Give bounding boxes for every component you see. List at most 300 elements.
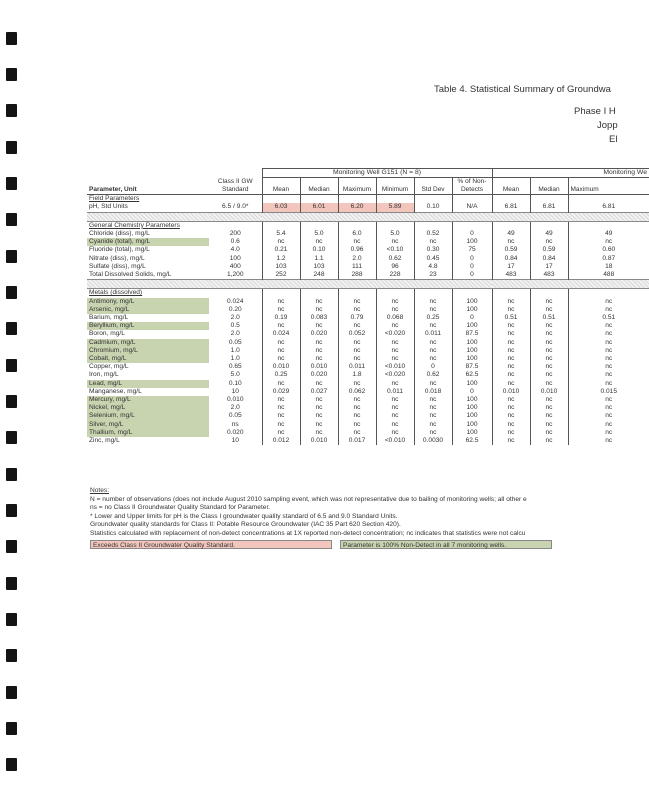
statistics-table-container: [87, 168, 648, 480]
table-row: [87, 330, 649, 338]
value-cell: 0: [452, 263, 492, 271]
parameter-cell: Thallium, mg/L: [87, 429, 209, 437]
binding-hole: [6, 613, 17, 626]
section-general: [87, 221, 649, 230]
value-cell: nc: [300, 380, 338, 388]
value-cell: 0.0030: [414, 437, 452, 445]
standard-cell: 1.0: [230, 346, 240, 354]
col-stddev: Std Dev: [414, 178, 452, 195]
parameter-cell: Manganese, mg/L: [89, 387, 142, 395]
value-cell: 0.027: [300, 388, 338, 396]
value-cell: 96: [376, 263, 414, 271]
legend-row: [90, 540, 618, 550]
value-cell: N/A: [452, 203, 492, 212]
value-cell: nc: [300, 347, 338, 355]
value-cell: nc: [338, 238, 376, 246]
parameter-cell: Cyanide (total), mg/L: [87, 238, 209, 246]
table-row: [87, 388, 649, 396]
table-row: [87, 306, 649, 314]
value-cell: 488: [568, 271, 649, 280]
value-cell: 0.59: [492, 246, 530, 254]
value-cell: nc: [338, 396, 376, 404]
value-cell: 0.10: [414, 203, 452, 212]
value-cell: nc: [262, 322, 300, 330]
value-cell: 6.81: [530, 203, 568, 212]
value-cell: 0.010: [262, 363, 300, 371]
value-cell: nc: [492, 404, 530, 412]
standard-cell: 5.0: [230, 371, 240, 379]
table-row: [87, 263, 649, 271]
col-median-2: Median: [530, 178, 568, 195]
value-cell: 0.083: [300, 314, 338, 322]
value-cell: nc: [376, 404, 414, 412]
value-cell: nc: [492, 330, 530, 338]
value-cell: nc: [300, 412, 338, 420]
value-cell: nc: [338, 355, 376, 363]
value-cell: 62.5: [452, 371, 492, 379]
standard-cell: 10: [231, 437, 239, 445]
binding-hole: [6, 504, 17, 517]
value-cell: 0.029: [262, 388, 300, 396]
parameter-cell: Silver, mg/L: [87, 421, 209, 429]
parameter-cell: Zinc, mg/L: [89, 437, 120, 445]
value-cell: 0.020: [300, 371, 338, 379]
value-cell: 0: [452, 388, 492, 396]
value-cell: nc: [262, 306, 300, 314]
value-cell: nc: [376, 322, 414, 330]
value-cell: nc: [568, 322, 649, 330]
value-cell: nc: [492, 380, 530, 388]
standard-cell: 10: [231, 387, 239, 395]
value-cell: nc: [414, 404, 452, 412]
value-cell: nc: [338, 404, 376, 412]
value-cell: nc: [492, 306, 530, 314]
value-cell: nc: [300, 429, 338, 437]
section-label: Field Parameters: [89, 195, 140, 203]
value-cell: nc: [492, 412, 530, 420]
note-line: N = number of observations (does not include August 2010 sampling event, which was not representative due to bailing of monitoring wells; all other e: [90, 495, 527, 503]
table-notes: [90, 487, 618, 550]
value-cell: 100: [452, 380, 492, 388]
value-cell: 1.2: [262, 255, 300, 263]
parameter-cell: Mercury, mg/L: [87, 396, 209, 404]
legend-non-detect: Parameter is 100% Non-Detect in all 7 monitoring wells.: [340, 540, 552, 549]
value-cell: 18: [568, 263, 649, 271]
value-cell: nc: [530, 371, 568, 379]
value-cell: 6.20: [338, 203, 376, 212]
parameter-cell: Cobalt, mg/L: [87, 355, 209, 363]
value-cell: 100: [452, 347, 492, 355]
value-cell: 4.8: [414, 263, 452, 271]
note-line: Groundwater quality standards for Class II: Potable Resource Groundwater (IAC 35 Part 620 Section 420).: [90, 521, 401, 529]
value-cell: 483: [492, 271, 530, 280]
value-cell: 0.19: [262, 314, 300, 322]
value-cell: nc: [262, 355, 300, 363]
value-cell: nc: [492, 298, 530, 306]
table-row: [87, 339, 649, 347]
value-cell: 0.068: [376, 314, 414, 322]
col-mean-2: Mean: [492, 178, 530, 195]
value-cell: nc: [262, 421, 300, 429]
value-cell: 75: [452, 246, 492, 254]
value-cell: nc: [414, 238, 452, 246]
value-cell: nc: [492, 363, 530, 371]
table-row: [87, 380, 649, 388]
binding-hole: [6, 431, 17, 444]
value-cell: nc: [568, 412, 649, 420]
parameter-cell: Beryllium, mg/L: [87, 322, 209, 330]
value-cell: 0.011: [376, 388, 414, 396]
value-cell: 0.020: [300, 330, 338, 338]
value-cell: nc: [492, 437, 530, 445]
value-cell: 0.30: [414, 246, 452, 254]
table-column-header: [87, 178, 649, 195]
standard-cell: 1,200: [226, 271, 244, 279]
table-row: [87, 421, 649, 429]
value-cell: nc: [338, 347, 376, 355]
col-nondetects-line2: Detects: [460, 186, 484, 194]
section-label: General Chemistry Parameters: [89, 221, 180, 229]
value-cell: 100: [452, 412, 492, 420]
value-cell: nc: [300, 396, 338, 404]
standard-cell: 1.0: [230, 355, 240, 363]
value-cell: nc: [568, 298, 649, 306]
value-cell: nc: [300, 339, 338, 347]
value-cell: 49: [568, 230, 649, 238]
parameter-cell: Total Dissolved Solids, mg/L: [89, 271, 172, 279]
value-cell: 5.0: [376, 230, 414, 238]
table-row: [87, 412, 649, 420]
col-maximum: Maximum: [338, 178, 376, 195]
value-cell: 483: [530, 271, 568, 280]
value-cell: 5.89: [376, 203, 414, 212]
value-cell: 6.81: [492, 203, 530, 212]
subtitle-project: Phase I H: [574, 106, 616, 117]
standard-cell: 0.05: [228, 412, 242, 420]
notes-heading: Notes:: [90, 487, 110, 494]
value-cell: 0.45: [414, 255, 452, 263]
value-cell: 0.015: [568, 388, 649, 396]
value-cell: 100: [452, 322, 492, 330]
value-cell: 0.10: [300, 246, 338, 254]
value-cell: nc: [376, 380, 414, 388]
col-nondetects-line1: % of Non-: [457, 178, 487, 186]
parameter-cell: Iron, mg/L: [89, 371, 119, 379]
value-cell: nc: [376, 238, 414, 246]
value-cell: 2.0: [338, 255, 376, 263]
col-standard: [209, 178, 262, 195]
value-cell: nc: [338, 429, 376, 437]
value-cell: nc: [338, 412, 376, 420]
table-row: [87, 271, 649, 280]
value-cell: nc: [568, 437, 649, 445]
binding-hole: [6, 395, 17, 408]
subtitle-site: El: [609, 134, 618, 145]
value-cell: 248: [300, 271, 338, 280]
value-cell: 0.87: [568, 255, 649, 263]
value-cell: 100: [452, 306, 492, 314]
value-cell: nc: [300, 238, 338, 246]
standard-cell: ns: [231, 420, 239, 428]
value-cell: <0.010: [376, 363, 414, 371]
value-cell: nc: [568, 380, 649, 388]
standard-cell: 0.010: [226, 396, 244, 404]
value-cell: nc: [262, 238, 300, 246]
value-cell: nc: [492, 355, 530, 363]
standard-cell: 0.024: [226, 297, 244, 305]
value-cell: nc: [262, 298, 300, 306]
value-cell: nc: [376, 412, 414, 420]
col-mean: Mean: [262, 178, 300, 195]
value-cell: nc: [530, 238, 568, 246]
value-cell: nc: [338, 306, 376, 314]
value-cell: nc: [338, 322, 376, 330]
value-cell: 0.62: [376, 255, 414, 263]
standard-cell: 2.0: [230, 330, 240, 338]
section-label: Metals (dissolved): [89, 289, 143, 297]
value-cell: nc: [414, 322, 452, 330]
value-cell: 87.5: [452, 363, 492, 371]
parameter-cell: Sulfate (diss), mg/L: [89, 262, 146, 270]
value-cell: nc: [530, 404, 568, 412]
value-cell: nc: [338, 298, 376, 306]
value-cell: nc: [414, 396, 452, 404]
standard-cell: 2.0: [230, 314, 240, 322]
value-cell: nc: [376, 355, 414, 363]
value-cell: 6.81: [568, 203, 649, 212]
parameter-cell: Barium, mg/L: [89, 314, 129, 322]
value-cell: nc: [530, 355, 568, 363]
value-cell: 87.5: [452, 330, 492, 338]
value-cell: nc: [492, 339, 530, 347]
value-cell: 100: [452, 421, 492, 429]
standard-cell: 2.0: [230, 404, 240, 412]
value-cell: nc: [414, 306, 452, 314]
section-divider: [87, 212, 649, 221]
value-cell: 23: [414, 271, 452, 280]
value-cell: 0.052: [338, 330, 376, 338]
value-cell: 49: [492, 230, 530, 238]
binding-hole: [6, 286, 17, 299]
table-row: [87, 203, 649, 212]
binding-hole: [6, 577, 17, 590]
value-cell: nc: [262, 380, 300, 388]
value-cell: nc: [492, 429, 530, 437]
value-cell: <0.010: [376, 437, 414, 445]
parameter-cell: Nitrate (diss), mg/L: [89, 254, 145, 262]
binding-hole: [6, 359, 17, 372]
value-cell: nc: [376, 306, 414, 314]
table-row: [87, 429, 649, 437]
value-cell: 0.018: [414, 388, 452, 396]
value-cell: nc: [338, 421, 376, 429]
value-cell: <0.020: [376, 330, 414, 338]
value-cell: nc: [492, 238, 530, 246]
value-cell: 0.62: [414, 371, 452, 379]
document-header: [0, 0, 618, 160]
value-cell: nc: [262, 396, 300, 404]
value-cell: nc: [414, 339, 452, 347]
value-cell: nc: [530, 412, 568, 420]
value-cell: nc: [414, 298, 452, 306]
value-cell: nc: [568, 238, 649, 246]
value-cell: 103: [262, 263, 300, 271]
value-cell: 0.010: [492, 388, 530, 396]
value-cell: 0.52: [414, 230, 452, 238]
parameter-cell: Chromium, mg/L: [87, 347, 209, 355]
value-cell: 0.024: [262, 330, 300, 338]
value-cell: nc: [300, 322, 338, 330]
value-cell: nc: [530, 347, 568, 355]
value-cell: nc: [568, 355, 649, 363]
value-cell: nc: [414, 380, 452, 388]
standard-cell: 0.65: [228, 363, 242, 371]
value-cell: nc: [492, 396, 530, 404]
value-cell: nc: [376, 396, 414, 404]
value-cell: 100: [452, 339, 492, 347]
value-cell: nc: [492, 347, 530, 355]
table-row: [87, 314, 649, 322]
table-row: [87, 255, 649, 263]
value-cell: nc: [300, 298, 338, 306]
col-nondetects: [452, 178, 492, 195]
table-row: [87, 437, 649, 445]
value-cell: 100: [452, 238, 492, 246]
value-cell: nc: [530, 298, 568, 306]
table-row: [87, 322, 649, 330]
value-cell: 0.84: [530, 255, 568, 263]
value-cell: nc: [568, 306, 649, 314]
value-cell: nc: [300, 355, 338, 363]
table-row: [87, 347, 649, 355]
value-cell: nc: [414, 421, 452, 429]
value-cell: 0.010: [530, 388, 568, 396]
value-cell: nc: [376, 429, 414, 437]
value-cell: 0.60: [568, 246, 649, 254]
value-cell: 0.011: [338, 363, 376, 371]
value-cell: 111: [338, 263, 376, 271]
value-cell: nc: [568, 371, 649, 379]
parameter-cell: pH, Std Units: [89, 203, 128, 211]
value-cell: nc: [530, 322, 568, 330]
col-median: Median: [300, 178, 338, 195]
value-cell: 100: [452, 429, 492, 437]
value-cell: nc: [376, 421, 414, 429]
standard-cell: 6.5 / 9.0*: [222, 203, 249, 211]
value-cell: 0: [452, 255, 492, 263]
value-cell: nc: [492, 322, 530, 330]
value-cell: nc: [414, 429, 452, 437]
parameter-cell: Nickel, mg/L: [87, 404, 209, 412]
value-cell: 1.8: [338, 371, 376, 379]
value-cell: 0.062: [338, 388, 376, 396]
value-cell: 228: [376, 271, 414, 280]
value-cell: 0.51: [530, 314, 568, 322]
value-cell: nc: [376, 347, 414, 355]
value-cell: 1.1: [300, 255, 338, 263]
value-cell: 103: [300, 263, 338, 271]
value-cell: 6.0: [338, 230, 376, 238]
col-minimum: Minimum: [376, 178, 414, 195]
value-cell: nc: [414, 412, 452, 420]
value-cell: nc: [530, 330, 568, 338]
subtitle-location: Jopp: [597, 120, 618, 131]
value-cell: nc: [376, 298, 414, 306]
binding-hole: [6, 322, 17, 335]
value-cell: 0.012: [262, 437, 300, 445]
standard-cell: 0.10: [228, 379, 242, 387]
value-cell: nc: [568, 330, 649, 338]
value-cell: 100: [452, 355, 492, 363]
value-cell: nc: [530, 396, 568, 404]
standard-cell: 0.05: [228, 338, 242, 346]
value-cell: 100: [452, 396, 492, 404]
value-cell: nc: [530, 437, 568, 445]
value-cell: nc: [530, 421, 568, 429]
standard-cell: 100: [229, 254, 241, 262]
value-cell: nc: [530, 339, 568, 347]
value-cell: 0.25: [262, 371, 300, 379]
col-parameter: Parameter, Unit: [87, 178, 209, 195]
value-cell: 100: [452, 404, 492, 412]
parameter-cell: Fluoride (total), mg/L: [89, 246, 150, 254]
table-body: [87, 195, 649, 446]
parameter-cell: Selenium, mg/L: [87, 412, 209, 420]
section-field: [87, 195, 649, 204]
value-cell: 0: [414, 363, 452, 371]
value-cell: <0.10: [376, 246, 414, 254]
value-cell: 0.51: [568, 314, 649, 322]
value-cell: 0.59: [530, 246, 568, 254]
value-cell: 0.21: [262, 246, 300, 254]
value-cell: nc: [530, 380, 568, 388]
value-cell: nc: [568, 363, 649, 371]
value-cell: 5.0: [300, 230, 338, 238]
value-cell: 6.01: [300, 203, 338, 212]
value-cell: nc: [300, 421, 338, 429]
table-group-header: [87, 169, 649, 178]
binding-hole: [6, 722, 17, 735]
section-metals: [87, 289, 649, 298]
value-cell: nc: [414, 355, 452, 363]
value-cell: nc: [262, 429, 300, 437]
table-row: [87, 371, 649, 379]
value-cell: 62.5: [452, 437, 492, 445]
value-cell: nc: [262, 412, 300, 420]
value-cell: 0.017: [338, 437, 376, 445]
binding-hole: [6, 540, 17, 553]
value-cell: nc: [568, 347, 649, 355]
parameter-cell: Cadmium, mg/L: [87, 339, 209, 347]
value-cell: 100: [452, 298, 492, 306]
col-maximum-2: Maximum: [568, 178, 649, 195]
parameter-cell: Arsenic, mg/L: [87, 306, 209, 314]
value-cell: 0.96: [338, 246, 376, 254]
binding-hole: [6, 649, 17, 662]
value-cell: <0.020: [376, 371, 414, 379]
value-cell: nc: [338, 380, 376, 388]
value-cell: nc: [568, 421, 649, 429]
table-row: [87, 246, 649, 254]
value-cell: nc: [376, 339, 414, 347]
table-row: [87, 363, 649, 371]
well-2-header: Monitoring We: [492, 169, 649, 178]
value-cell: 0.84: [492, 255, 530, 263]
standard-cell: 0.6: [230, 238, 240, 246]
value-cell: 0: [452, 230, 492, 238]
value-cell: nc: [492, 421, 530, 429]
binding-hole: [6, 468, 17, 481]
